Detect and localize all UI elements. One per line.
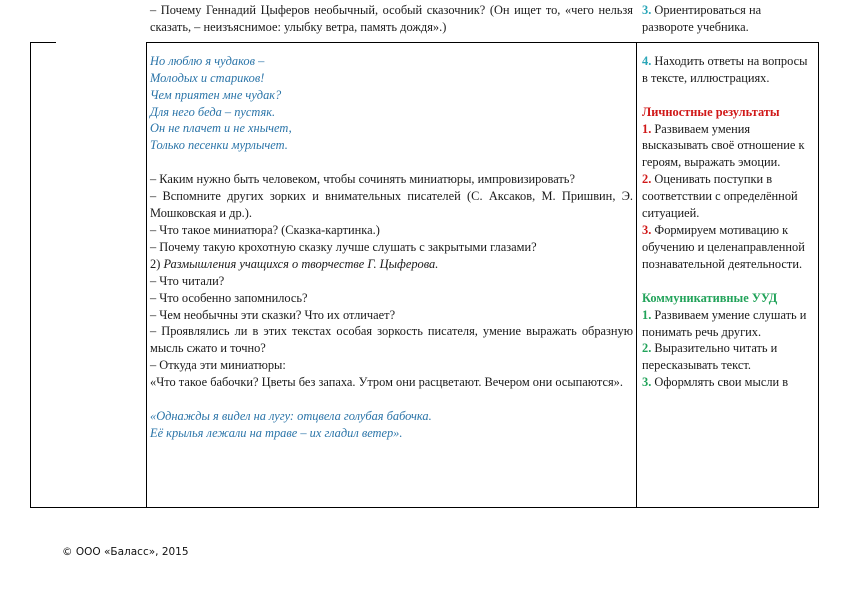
item-number: 2. xyxy=(642,341,652,356)
poem-block xyxy=(150,53,633,154)
result-item xyxy=(642,374,814,391)
poem-line: Молодых и стариков! xyxy=(150,70,265,85)
item-number: 3. xyxy=(642,222,652,237)
question-text: – Чем необычны эти сказки? Что их отличает? xyxy=(150,307,396,322)
question-text: – Почему такую крохотную сказку лучше слушать с закрытыми глазами? xyxy=(150,239,537,254)
poem-line: Но люблю я чудаков – xyxy=(150,53,265,68)
copyright-footer: © ООО «Баласс», 2015 xyxy=(62,546,189,558)
column-divider xyxy=(636,42,637,508)
personal-results-heading: Личностные результаты xyxy=(642,104,780,119)
item-number: 1. xyxy=(642,121,652,136)
item-number: 1. xyxy=(642,307,652,322)
result-item xyxy=(642,307,814,341)
result-item xyxy=(642,121,814,172)
question-text: – Вспомните других зорких и внимательных писателей (С. Аксаков, М. Пришвин, Э. Мошковская и др.). xyxy=(150,189,633,221)
item-text: Развиваем умения высказывать своё отношение к героям, выражать эмоции. xyxy=(642,121,805,170)
question-text: – Что читали? xyxy=(150,273,225,288)
question-text: – Откуда эти миниатюры: xyxy=(150,358,286,373)
item-number: 3. xyxy=(642,3,652,17)
poem-line: Для него беда – пустяк. xyxy=(150,104,276,119)
item-text: Находить ответы на вопросы в тексте, иллюстрациях. xyxy=(642,53,808,85)
question-text: – Что особенно запомнилось? xyxy=(150,290,308,305)
item-text: Оформлять свои мысли в xyxy=(654,375,789,390)
result-item xyxy=(642,340,814,374)
item-text: Оценивать поступки в соответствии с определённой ситуацией. xyxy=(642,172,798,221)
result-item xyxy=(642,53,814,87)
closing-line: Её крылья лежали на траве – их гладил ветер». xyxy=(150,425,403,440)
poem-line: Он не плачет и не хнычет, xyxy=(150,121,292,136)
poem-line: Чем приятен мне чудак? xyxy=(150,87,282,102)
quote-text: «Что такое бабочки? Цветы без запаха. Утром они расцветают. Вечером они осыпаются». xyxy=(150,375,623,390)
question-text: – Проявлялись ли в этих текстах особая зоркость писателя, умение выражать образную мысль сжато и точно? xyxy=(150,324,633,356)
item-number: 2. xyxy=(642,172,652,187)
table-top-border xyxy=(30,42,56,43)
question-text: – Каким нужно быть человеком, чтобы сочинять миниатюры, импровизировать? xyxy=(150,172,575,187)
item-text: Ориентироваться на развороте учебника. xyxy=(642,3,762,34)
closing-line: «Однажды я видел на лугу: отцвела голубая бабочка. xyxy=(150,409,432,424)
results-column xyxy=(642,2,814,391)
item-number: 4. xyxy=(642,53,652,68)
section-heading xyxy=(150,256,633,273)
item-text: Формируем мотивацию к обучению и целенаправленной познавательной деятельности. xyxy=(642,222,805,271)
column-divider xyxy=(146,42,147,508)
poem-line: Только песенки мурлычет. xyxy=(150,138,288,153)
item-text: Развиваем умение слушать и понимать речь других. xyxy=(642,307,807,339)
table-left-border xyxy=(30,42,31,508)
result-item xyxy=(642,2,814,36)
item-text: Выразительно читать и пересказывать текст. xyxy=(642,341,778,373)
question-text: – Что такое миниатюра? (Сказка-картинка.) xyxy=(150,222,380,237)
table-right-border xyxy=(818,42,819,508)
section-number: 2) xyxy=(150,256,161,271)
lesson-content-column xyxy=(150,2,633,442)
communicative-heading: Коммуникативные УУД xyxy=(642,290,778,305)
item-number: 3. xyxy=(642,375,652,390)
question-text: – Почему Геннадий Цыферов необычный, особый сказочник? (Он ищет то, «чего нельзя сказать, – неизъяснимое: улыбку ветра, память дождя».) xyxy=(150,3,633,34)
closing-quote xyxy=(150,408,633,442)
section-title: Размышления учащихся о творчестве Г. Цыферова. xyxy=(163,256,439,271)
table-bottom-border xyxy=(30,507,819,508)
result-item xyxy=(642,222,814,273)
result-item xyxy=(642,171,814,222)
